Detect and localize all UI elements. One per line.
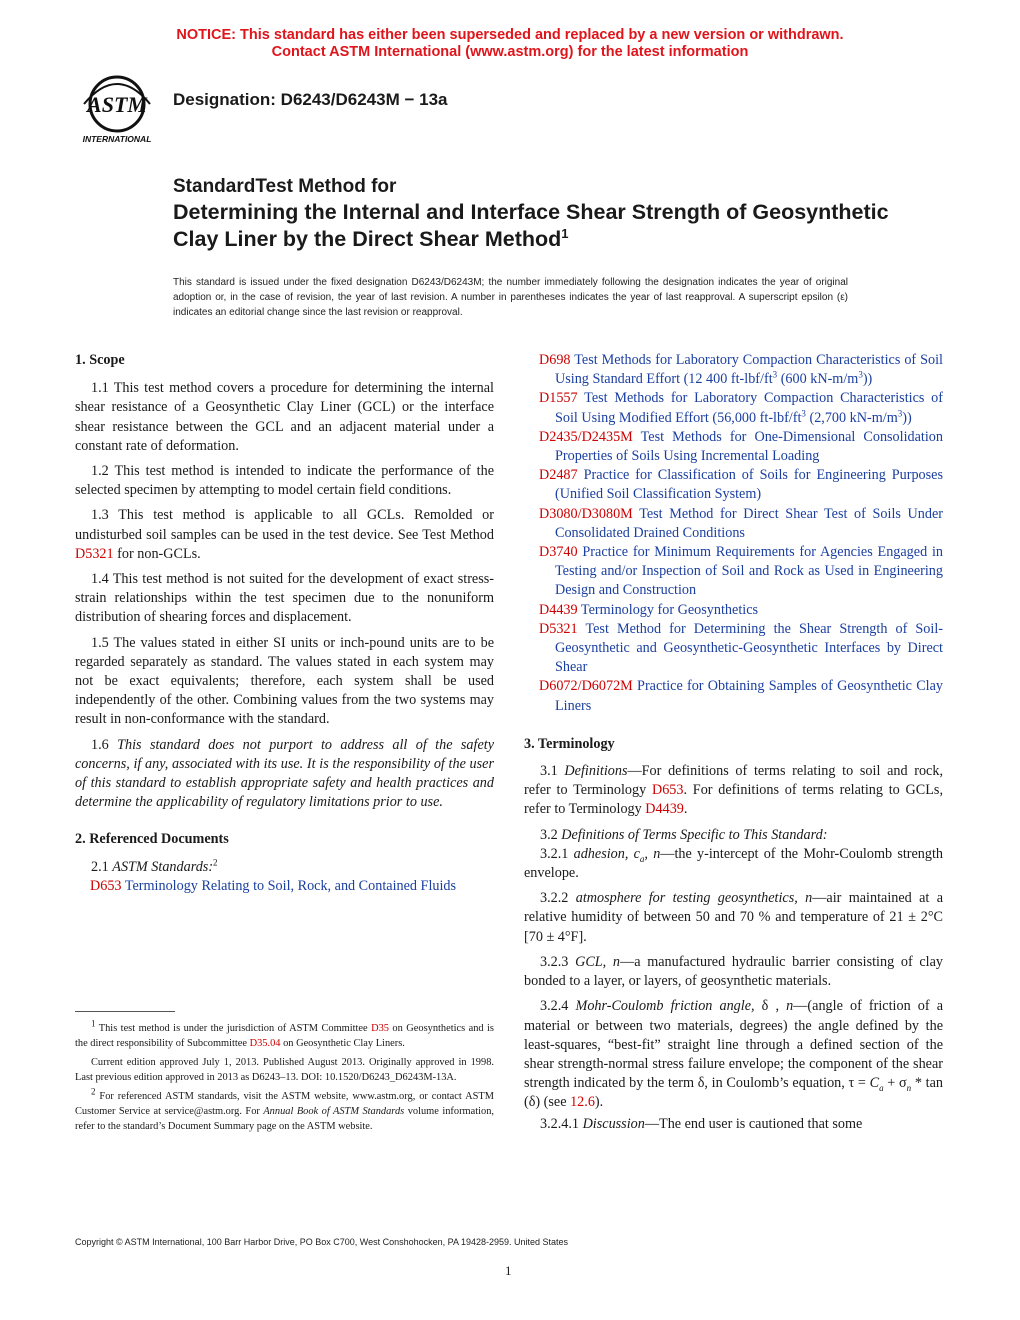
footnote-divider <box>75 1011 175 1012</box>
ref-d2435-title[interactable]: Test Methods for One-Dimensional Consolidation Properties of Soils Using Incremental Loading <box>555 428 943 465</box>
ref-d2487 <box>524 466 943 504</box>
para-2-1-sup: 2 <box>213 856 218 867</box>
footnote-2-italic: Annual Book of ASTM Standards <box>263 1106 405 1117</box>
footnote-1 <box>75 1018 494 1051</box>
para-3-2-4-1-text: —The end user is cautioned that some <box>644 1115 863 1132</box>
ref-d4439 <box>524 601 943 620</box>
link-d653-term[interactable]: D653 <box>651 782 684 799</box>
issued-note: This standard is issued under the fixed designation D6243/D6243M; the number immediately following the designation indicates the year of original adoption or, in the case of revision, the year of last revision. A number in parentheses indicates the year of last reapproval. A superscript epsilon (ε) indicates an editorial change since the last revision or reapproval. <box>173 277 848 318</box>
para-3-2-1-num: 3.2.1 <box>540 845 574 862</box>
link-d2487[interactable]: D2487 <box>539 467 578 484</box>
ref-d698-text: Test Methods for Laboratory Compaction Characteristics of Soil Using Standard Effort (12 400 ft-lbf/ft <box>555 352 943 388</box>
para-1-6-num: 1.6 <box>91 736 118 753</box>
para-3-2-4-delta: δ , <box>754 998 787 1015</box>
link-12-6[interactable]: 12.6 <box>570 1094 595 1111</box>
para-3-2-1-term: adhesion, c <box>573 845 640 862</box>
ref-d6072 <box>524 677 943 715</box>
para-3-1-a: —For definitions of terms relating to soil and rock, refer to Terminology <box>524 763 943 799</box>
para-3-2-num: 3.2 <box>540 826 562 843</box>
para-3-2-4-text: —(angle of friction of a material or between two materials, degrees) the angle defined by the least-squares, “best-fit” straight line through a defined section of the shear strength-normal stress failure envelope; the component of the shear strength indicated by the term δ, in Coulomb’s equation, τ = <box>524 998 944 1092</box>
para-3-2-4-1-term: Discussion <box>582 1115 645 1132</box>
link-d1557[interactable]: D1557 <box>539 390 578 407</box>
para-3-1 <box>524 762 943 820</box>
link-d6072[interactable]: D6072/D6072M <box>539 678 633 695</box>
designation: Designation: D6243/D6243M − 13a <box>173 90 448 109</box>
para-3-2-3-text: —a manufactured hydraulic barrier consisting of clay bonded to a layer, or layers, of geosynthetic materials. <box>524 953 944 990</box>
ref-d2487-title[interactable]: Practice for Classification of Soils for Engineering Purposes (Unified Soil Classification System) <box>555 467 943 503</box>
logo-text: ASTM <box>87 92 147 117</box>
footnote-1-c: on Geosynthetic Clay Liners. <box>280 1038 405 1049</box>
ref-d698-sup2: 3 <box>858 369 863 380</box>
title-text: Determining the Internal and Interface Shear Strength of Geosynthetic Clay Liner by the Direct Shear Method <box>173 200 889 251</box>
link-d3740[interactable]: D3740 <box>539 544 578 561</box>
para-1-6 <box>75 736 494 813</box>
footnote-2-a: For referenced ASTM standards, visit the ASTM website, www.astm.org, or contact ASTM Customer Service at service@astm.org. For <box>75 1091 494 1117</box>
link-d698[interactable]: D698 <box>539 352 571 368</box>
para-2-1-num: 2.1 <box>91 858 113 875</box>
ref-d653-title[interactable]: Terminology Relating to Soil, Rock, and Contained Fluids <box>121 877 457 894</box>
page-number: 1 <box>505 1263 512 1278</box>
para-3-2-1-sub: a <box>639 853 645 864</box>
logo-subtext: INTERNATIONAL <box>82 134 152 144</box>
eq-rest: * tan (δ) (see <box>524 1075 943 1111</box>
ref-d3740 <box>524 543 943 601</box>
para-3-2-3-term: GCL, n <box>575 953 621 970</box>
title-footnote-mark: 1 <box>561 225 569 241</box>
section-heading-terminology: 3. Terminology <box>524 735 615 752</box>
footnote-1-edition: Current edition approved July 1, 2013. Published August 2013. Originally approved in 1998. Last previous edition approved in 2013 as D6243–13. DOI: 10.1520/D6243_D6243M-13A. <box>75 1057 494 1083</box>
para-1-4: 1.4 This test method is not suited for the development of exact stress-strain relationships within the test specimen due to the nonuniform distribution of shearing forces and displacement. <box>75 571 494 626</box>
ref-d1557 <box>524 389 943 427</box>
eq-plus-sigma: + σ <box>883 1075 907 1092</box>
link-d2435[interactable]: D2435/D2435M <box>539 428 633 445</box>
para-3-2-2-text: —air maintained at a relative humidity of between 50 and 70 % and temperature of 21 ± 2°C [70 ± 4°F]. <box>524 890 943 945</box>
para-3-2-1 <box>524 845 943 883</box>
para-3-1-num: 3.1 <box>540 763 565 780</box>
link-d35[interactable]: D35 <box>371 1023 389 1034</box>
ref-d1557-sup1: 3 <box>801 407 806 418</box>
link-d3080[interactable]: D3080/D3080M <box>539 505 633 522</box>
para-3-2-4 <box>524 997 943 1112</box>
ref-d1557-end: )) <box>902 409 912 426</box>
para-3-2-4-1 <box>524 1115 943 1134</box>
document-title <box>173 199 893 253</box>
ref-d5321 <box>524 620 943 678</box>
para-2-1-text: ASTM Standards: <box>112 858 214 875</box>
ref-d698-title[interactable] <box>555 352 943 387</box>
footnote-1-a: This test method is under the jurisdiction of ASTM Committee <box>95 1023 372 1034</box>
para-1-5: 1.5 The values stated in either SI units or inch-pound units are to be regarded separately as standard. The values stated in each system may not be exact equivalents; therefore, each system shall be used independently of the other. Combining values from the two systems may result in non-conformance with the standard. <box>75 634 494 728</box>
eq-c-sub: a <box>879 1082 884 1093</box>
para-3-2-text: Definitions of Terms Specific to This Standard: <box>561 826 828 843</box>
ref-d2435 <box>524 428 943 466</box>
astm-logo-icon <box>70 70 165 150</box>
para-2-1 <box>75 858 494 877</box>
ref-d698 <box>524 351 943 389</box>
title-prefix: StandardTest Method for <box>173 176 397 197</box>
section-heading-referenced: 2. Referenced Documents <box>75 831 229 848</box>
footnote-2-b: volume information, refer to the standard’s Document Summary page on the ASTM website. <box>75 1106 494 1132</box>
para-3-2-2-num: 3.2.2 <box>540 890 576 907</box>
para-3-2-2 <box>524 889 943 947</box>
para-3-2-4-end: ). <box>594 1094 604 1111</box>
ref-d5321-title[interactable]: Test Method for Determining the Shear Strength of Soil-Geosynthetic and Geosynthetic-Geosynthetic Interfaces by Direct Shear <box>555 620 943 676</box>
ref-d1557-title[interactable] <box>555 390 943 425</box>
para-3-2-1-n: , n <box>644 845 661 862</box>
link-d35-04[interactable]: D35.04 <box>249 1038 281 1049</box>
ref-d3080 <box>524 505 943 543</box>
para-1-2: 1.2 This test method is intended to indicate the performance of the selected specimen by attempting to model certain field conditions. <box>75 463 494 499</box>
para-3-2-4-1-num: 3.2.4.1 <box>540 1115 583 1132</box>
para-3-1-b: . For definitions of terms relating to GCLs, refer to Terminology <box>524 782 943 818</box>
ref-d3080-title[interactable]: Test Method for Direct Shear Test of Soils Under Consolidated Drained Conditions <box>555 505 943 541</box>
para-1-1: 1.1 This test method covers a procedure for determining the internal shear resistance of a Geosynthetic Clay Liner (GCL) or the interface shear resistance between the GCL and an adjacent material under a constant rate of deformation. <box>75 380 494 454</box>
footnotes <box>75 1018 494 1134</box>
para-3-1-term: Definitions <box>564 763 628 780</box>
footnote-1-mark: 1 <box>91 1018 96 1029</box>
ref-d1557-text: Test Methods for Laboratory Compaction Characteristics of Soil Using Modified Effort (56,000 ft-lbf/ft <box>555 390 943 426</box>
ref-d3740-title[interactable]: Practice for Minimum Requirements for Agencies Engaged in Testing and/or Inspection of Soil and Rock as Used in Engineering Design and Construction <box>555 544 943 599</box>
ref-d1557-sup2: 3 <box>897 407 903 418</box>
para-3-2-4-n: n <box>786 998 794 1015</box>
para-3-2-3-num: 3.2.3 <box>540 953 576 970</box>
right-column <box>524 351 943 1134</box>
notice-line-2: Contact ASTM International (www.astm.org) for the latest information <box>271 44 749 60</box>
link-d4439-term[interactable]: D4439 <box>645 801 684 818</box>
link-d5321[interactable]: D5321 <box>75 545 114 562</box>
ref-d698-sup1: 3 <box>772 369 778 380</box>
para-3-2-4-num: 3.2.4 <box>540 998 576 1015</box>
para-3-2-2-term: atmosphere for testing geosynthetics, n <box>575 890 813 907</box>
link-d4439[interactable]: D4439 <box>539 601 578 618</box>
eq-c: C <box>869 1075 880 1092</box>
ref-d698-end: )) <box>862 371 873 388</box>
link-d653[interactable]: D653 <box>90 877 122 894</box>
para-3-2-3 <box>524 953 943 991</box>
para-1-6-text: This standard does not purport to address all of the safety concerns, if any, associated with its use. It is the responsibility of the user of this standard to establish appropriate safety and health practices and determine the applicability of regulatory limitations prior to use. <box>75 736 494 811</box>
link-d5321-ref[interactable]: D5321 <box>539 620 578 637</box>
para-3-2 <box>524 826 943 845</box>
ref-d4439-title[interactable]: Terminology for Geosynthetics <box>577 601 759 618</box>
ref-d698-mid: (600 kN-m/m <box>777 371 859 388</box>
para-1-3 <box>75 506 494 564</box>
withdrawal-notice <box>0 27 1020 61</box>
section-heading-scope: 1. Scope <box>75 352 125 368</box>
para-3-1-c: . <box>683 801 688 818</box>
ref-d6072-title[interactable]: Practice for Obtaining Samples of Geosynthetic Clay Liners <box>555 678 943 714</box>
footnote-2 <box>75 1086 494 1134</box>
para-3-2-4-term: Mohr-Coulomb friction angle, <box>575 998 755 1015</box>
notice-line-1: NOTICE: This standard has either been superseded and replaced by a new version or withdrawn. <box>176 27 844 43</box>
left-column <box>75 351 494 896</box>
para-3-2-1-text: —the y-intercept of the Mohr-Coulomb strength envelope. <box>524 845 944 882</box>
ref-d1557-mid: (2,700 kN-m/m <box>805 409 898 426</box>
para-1-3-text: 1.3 This test method is applicable to all GCLs. Remolded or undisturbed soil samples can be used in the test device. See Test Method <box>75 507 494 543</box>
footnote-2-mark: 2 <box>91 1086 96 1097</box>
para-1-3-end: for non-GCLs. <box>113 545 201 562</box>
ref-d653 <box>75 877 494 896</box>
footnote-1-b: on Geosynthetics and is the direct responsibility of Subcommittee <box>75 1023 494 1049</box>
copyright: Copyright © ASTM International, 100 Barr Harbor Drive, PO Box C700, West Conshohocken, PA 19428-2959. United States <box>75 1237 569 1247</box>
eq-n-sub: n <box>906 1082 912 1093</box>
